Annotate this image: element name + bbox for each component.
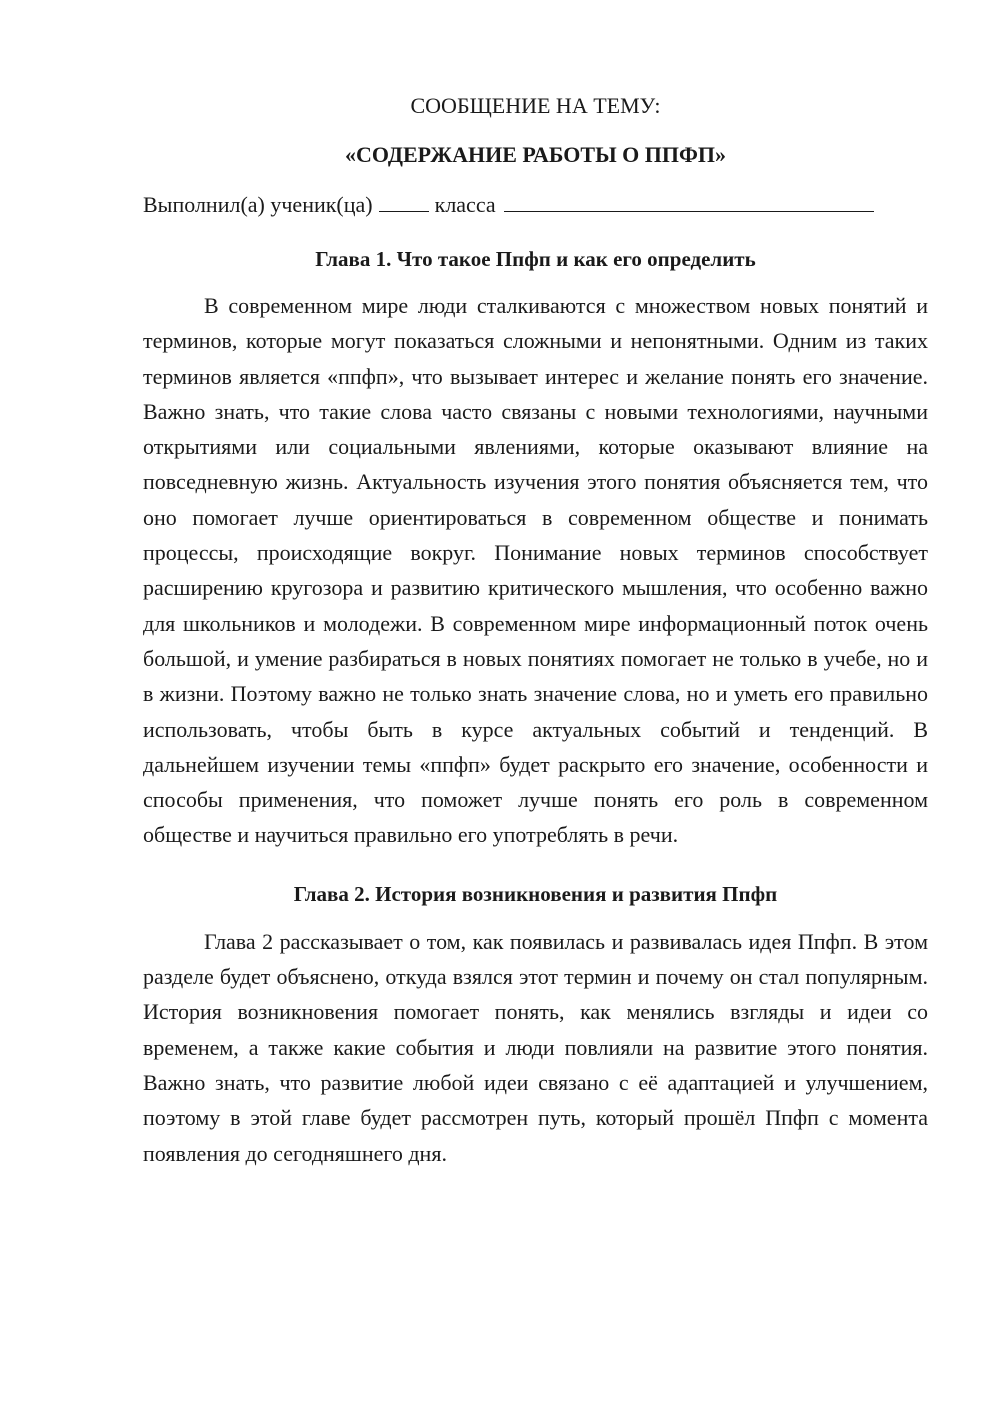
author-prefix-label: Выполнил(а) ученик(ца) [143,192,373,217]
chapter-1-heading: Глава 1. Что такое Ппфп и как его определить [315,247,756,271]
author-line [143,191,928,219]
document-title-line-2: «СОДЕРЖАНИЕ РАБОТЫ О ППФП» [344,142,727,167]
document-title-line-1: СООБЩЕНИЕ НА ТЕМУ: [410,93,661,118]
class-label: класса [434,192,496,217]
class-blank-field [379,191,429,212]
chapter-1-paragraph: В современном мире люди сталкиваются с множеством новых понятий и терминов, которые могут показаться сложными и непонятными. Одним из таких терминов является «ппфп», что вызывает интерес и желание понять его значение. Важно знать, что такие слова часто связаны с новыми технологиями, научными открытиями или социальными явлениями, которые оказывают влияние на повседневную жизнь. Актуальность изучения этого понятия объясняется тем, что оно помогает лучше ориентироваться в современном обществе и понимать процессы, происходящие вокруг. Понимание новых терминов способствует расширению кругозора и развитию критического мышления, что особенно важно для школьников и молодежи. В современном мире информационный поток очень большой, и умение разбираться в новых понятиях помогает не только в учебе, но и в жизни. Поэтому важно не только знать значение слова, но и уметь его правильно использовать, чтобы быть в курсе актуальных событий и тенденций. В дальнейшем изучении темы «ппфп» будет раскрыто его значение, особенности и способы применения, что поможет лучше понять его роль в современном обществе и научиться правильно его употреблять в речи. [143,293,928,848]
document-page [143,92,928,1171]
chapter-2-paragraph: Глава 2 рассказывает о том, как появилась и развивалась идея Ппфп. В этом разделе будет объяснено, откуда взялся этот термин и почему он стал популярным. История возникновения помогает понять, как менялись взгляды и идеи со временем, а также какие события и люди повлияли на развитие этого понятия. Важно знать, что развитие любой идеи связано с её адаптацией и улучшением, поэтому в этой главе будет рассмотрен путь, который прошёл Ппфп с момента появления до сегодняшнего дня. [143,928,928,1166]
name-blank-field [504,191,874,212]
chapter-2-heading: Глава 2. История возникновения и развития Ппфп [293,881,778,906]
